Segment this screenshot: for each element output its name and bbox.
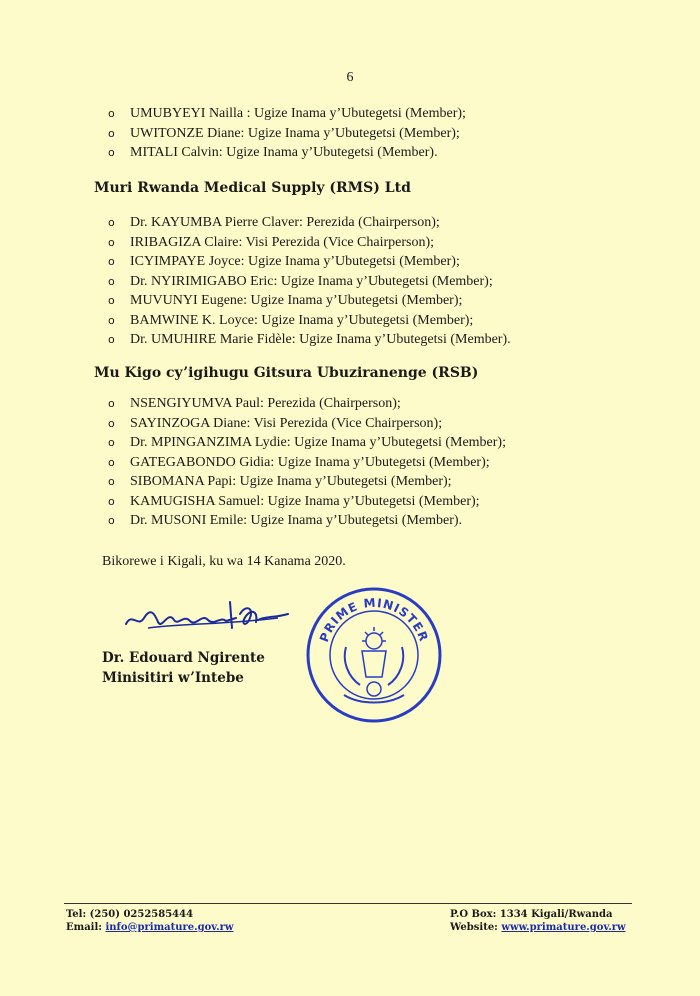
footer-po-box: P.O Box: 1334 Kigali/Rwanda	[450, 909, 613, 920]
bullet-icon: o	[108, 126, 115, 140]
bullet-icon: o	[108, 436, 115, 449]
rms-member-list	[108, 213, 511, 350]
email-link[interactable]: info@primature.gov.rw	[105, 922, 234, 933]
list-item: o UMUBYEYI Nailla : Ugize Inama y’Ubutegetsi (Member);	[108, 104, 466, 124]
top-member-list	[108, 104, 466, 163]
page-number: 6	[346, 70, 354, 85]
signer-title: Minisitiri w’Intebe	[102, 670, 244, 686]
seal-text: PRIME MINISTER	[317, 595, 431, 644]
footer-divider	[64, 903, 632, 904]
list-item: o MITALI Calvin: Ugize Inama y’Ubutegetsi (Member).	[108, 143, 466, 163]
bullet-icon: o	[108, 397, 115, 410]
bullet-icon: o	[108, 455, 115, 469]
bullet-icon: o	[108, 494, 115, 508]
bullet-icon: o	[108, 255, 115, 268]
list-item: o SIBOMANA Papi: Ugize Inama y’Ubutegetsi (Member);	[108, 472, 506, 492]
bullet-icon: o	[108, 514, 115, 527]
list-item: o BAMWINE K. Loyce: Ugize Inama y’Ubutegetsi (Member);	[108, 311, 511, 331]
list-item: o MUVUNYI Eugene: Ugize Inama y’Ubutegetsi (Member);	[108, 291, 511, 311]
signer-block	[102, 648, 265, 688]
list-item: o Dr. UMUHIRE Marie Fidèle: Ugize Inama y’Ubutegetsi (Member).	[108, 330, 511, 350]
footer-website-label: Website:	[450, 922, 498, 933]
bullet-icon: o	[108, 416, 115, 430]
list-item: o Dr. MPINGANZIMA Lydie: Ugize Inama y’Ubutegetsi (Member);	[108, 433, 506, 453]
bullet-icon: o	[108, 475, 115, 488]
bullet-icon: o	[108, 235, 115, 249]
bullet-icon: o	[108, 107, 115, 120]
list-item: o SAYINZOGA Diane: Visi Perezida (Vice Chairperson);	[108, 414, 506, 434]
closing-line: Bikorewe i Kigali, ku wa 14 Kanama 2020.	[102, 554, 346, 569]
list-item: o Dr. MUSONI Emile: Ugize Inama y’Ubutegetsi (Member).	[108, 511, 506, 531]
footer-tel: Tel: (250) 0252585444	[66, 909, 194, 920]
bullet-icon: o	[108, 146, 115, 159]
list-item: o KAMUGISHA Samuel: Ugize Inama y’Ubutegetsi (Member);	[108, 492, 506, 512]
website-link[interactable]: www.primature.gov.rw	[501, 922, 626, 933]
list-item: o NSENGIYUMVA Paul: Perezida (Chairperson);	[108, 394, 506, 414]
rsb-heading: Mu Kigo cy’igihugu Gitsura Ubuziranenge (RSB)	[94, 365, 479, 381]
rms-heading: Muri Rwanda Medical Supply (RMS) Ltd	[94, 180, 411, 196]
list-item: o Dr. KAYUMBA Pierre Claver: Perezida (Chairperson);	[108, 213, 511, 233]
signature-image	[118, 594, 298, 643]
footer-address	[450, 908, 626, 934]
list-item: o ICYIMPAYE Joyce: Ugize Inama y’Ubutegetsi (Member);	[108, 252, 511, 272]
list-item: o UWITONZE Diane: Ugize Inama y’Ubutegetsi (Member);	[108, 124, 466, 144]
footer-email-label: Email:	[66, 922, 102, 933]
bullet-icon: o	[108, 294, 115, 307]
bullet-icon: o	[108, 274, 115, 288]
bullet-icon: o	[108, 216, 115, 229]
prime-minister-seal	[304, 585, 444, 730]
bullet-icon: o	[108, 333, 115, 346]
rsb-member-list	[108, 394, 506, 531]
signer-name: Dr. Edouard Ngirente	[102, 650, 265, 666]
list-item: o Dr. NYIRIMIGABO Eric: Ugize Inama y’Ubutegetsi (Member);	[108, 272, 511, 292]
footer-contact	[66, 908, 233, 934]
list-item: o GATEGABONDO Gidia: Ugize Inama y’Ubutegetsi (Member);	[108, 453, 506, 473]
list-item: o IRIBAGIZA Claire: Visi Perezida (Vice Chairperson);	[108, 233, 511, 253]
bullet-icon: o	[108, 313, 115, 327]
